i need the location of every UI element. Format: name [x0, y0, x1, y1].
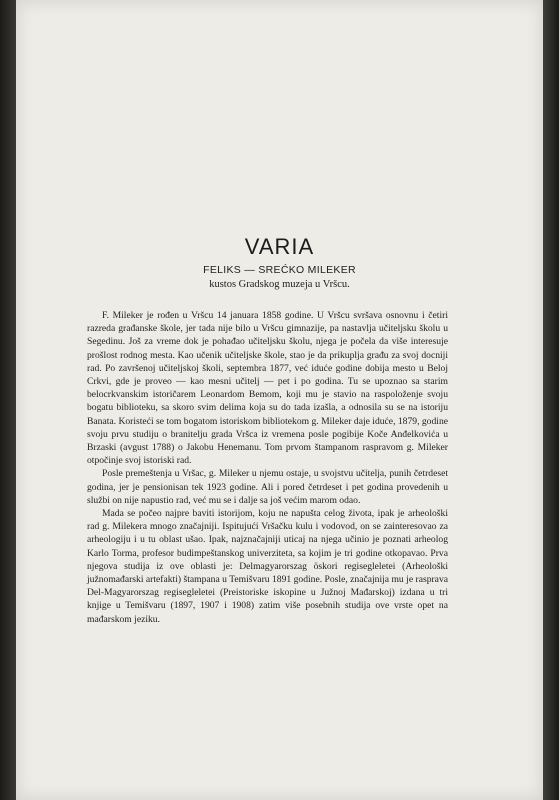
author-position: kustos Gradskog muzeja u Vršcu. [209, 279, 350, 290]
paragraph-3: Mada se počeo najpre baviti istorijom, koju ne napušta celog života, ipak je arheološki rad g. Milekera mnogo značajniji. Ispitujući Vršačku kulu i vodovod, on se zainteresovao za arheologiju i u tu oblast ušao. Ipak, najznačajniji uticaj na njega učinio je poznati arheolog Karlo Torma, profesor budimpeštanskog univerziteta, sa kojim je tri godine otkopavao. Prva njegova studija iz ove oblasti je: Delmagyarorszag öskori regisegleletei (Arheološki južnomađarski artefakti) štampana u Temišvaru 1891 godine. Posle, značajnija mu je rasprava Del-Magyarorszag regisegleletei (Preistoriske iskopine u Južnoj Mađarskoj) izdana u tri knjige u Temišvaru (1897, 1907 i 1908) zatim više posebnih studija ove vrste opet na mađarskom jeziku. [87, 508, 448, 625]
page-right-edge [543, 0, 559, 800]
paragraph-2: Posle premeštenja u Vršac, g. Mileker u njemu ostaje, u svojstvu učitelja, punih četrdeset godina, jer je pensionisan tek 1923 godine. Ali i pored četrdeset i pet godina provedenih u službi on nije napustio rad, već mu se i dalje sa još većim marom odao. [87, 468, 448, 506]
paragraph-1: F. Mileker je rođen u Vršcu 14 januara 1858 godine. U Vršcu svršava osnovnu i četiri razreda građanske škole, jer tada nije bilo u Vršcu gimnazije, pa nastavlja učiteljsku školu u Segedinu. Još za vreme dok je pohađao učiteljsku školu, njega je počela da više interesuje prošlost rodnog mesta. Kao učenik učiteljske škole, stao je da prikuplja građu za svoj docniji rad. Po završenoj učiteljskoj školi, septembra 1877, već iduće godine dobija mesto u Beloj Crkvi, gde je proveo — kao mesni učitelj — pet i po godina. Tu se upoznao sa starim belocrkvanskim istoričarem Leonardom Bemom, koji mu je stavio na raspoloženje svoju bogatu biblioteku, sa skoro svim delima koja su do tada izašla, a odnosila su se na istoriju Banata. Koristeći se tom bogatom istoriskom bibliotekom g. Mileker daje iduće, 1879, godine svoju prvu studiju o branitelju grada Vršca iz vremena posle pogibije Koče Anđelkovića u Brzaski (avgust 1788) o Jakobu Henemanu. Tom prvom štampanom raspravom g. Mileker otpočinje svoj istoriski rad. [87, 310, 448, 467]
article-title: VARIA [244, 234, 315, 259]
article-body [87, 309, 448, 626]
document-page [16, 0, 543, 800]
author-name: FELIKS — SREĆKO MILEKER [203, 264, 356, 276]
page-left-edge [0, 0, 16, 800]
